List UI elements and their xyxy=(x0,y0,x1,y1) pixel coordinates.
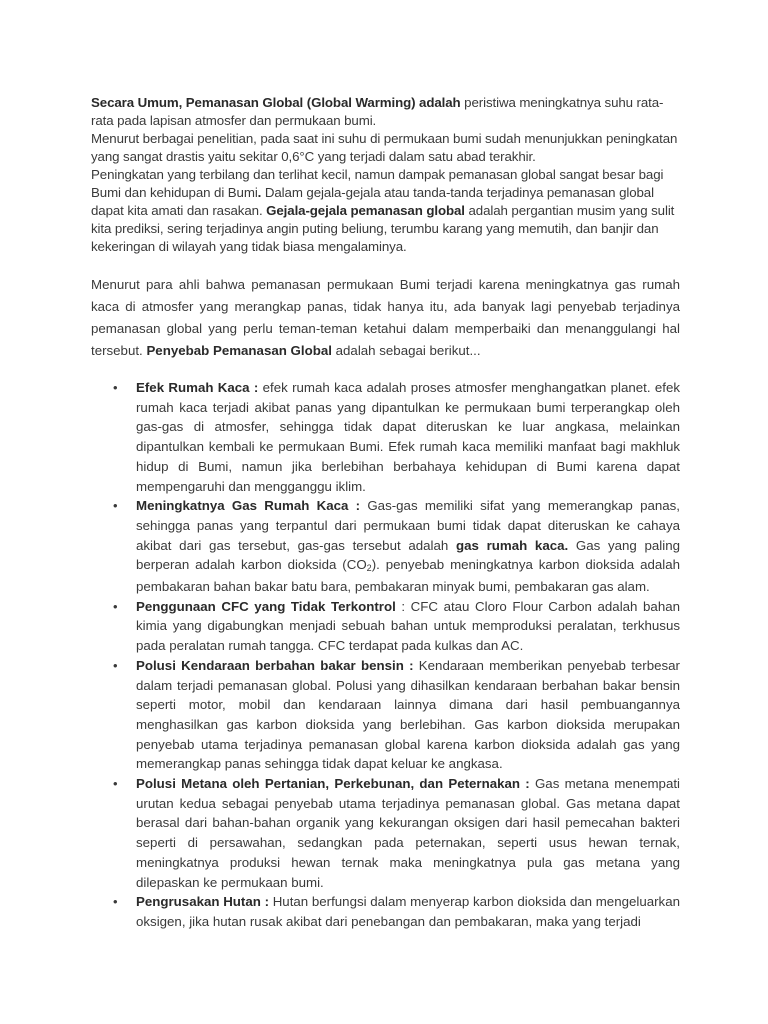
cause-text: Gas metana menempati urutan kedua sebagai penyebab utama terjadinya pemanasan global. Gas metana dapat berasal dari bahan-bahan organik yang kekurangan oksigen dari hasil pemecahan bakteri seperti di persawahan, sedangkan pada peternakan, seperti usus hewan ternak, meningkatnya produksi hewan ternak maka meningkatnya pula gas metana yang dilepaskan ke permukaan bumi. xyxy=(136,776,680,890)
list-item xyxy=(91,378,680,496)
cause-text: Hutan berfungsi dalam menyerap karbon dioksida dan mengeluarkan oksigen, jika hutan rusak akibat dari penebangan dan pembakaran, maka yang terjadi xyxy=(136,894,680,929)
cause-title: Penggunaan CFC yang Tidak Terkontrol xyxy=(136,598,396,614)
causes-list xyxy=(91,378,680,932)
intro-research: Menurut berbagai penelitian, pada saat ini suhu di permukaan bumi sudah menunjukkan peningkatan yang sangat drastis yaitu sekitar 0,6°C yang terjadi dalam satu abad terakhir. xyxy=(91,131,678,164)
list-item xyxy=(91,597,680,656)
cause-text: efek rumah kaca adalah proses atmosfer menghangatkan planet. efek rumah kaca terjadi akibat panas yang dipantulkan ke permukaan bumi terperangkap oleh gas-gas di atmosfer, sehingga tidak dapat diteruskan ke luar angkasa, melainkan dipantulkan kembali ke permukaan Bumi. Efek rumah kaca memiliki manfaat bagi makhluk hidup di Bumi, namun jika berlebihan berbahaya kehidupan di Bumi karena dapat mempengaruhi dan mengganggu iklim. xyxy=(136,380,681,494)
cause-title: Polusi Metana oleh Pertanian, Perkebunan, dan Peternakan : xyxy=(136,776,530,792)
cause-text: Kendaraan memberikan penyebab terbesar dalam terjadi pemanasan global. Polusi yang dihasilkan kendaraan berbahan bakar bensin seperti motor, mobil dan kendaraan lainnya dimana dari hasil pembuangannya menghasilkan gas karbon dioksida yang berlebihan. Gas karbon dioksida merupakan penyebab utama terjadinya pemanasan global karena karbon dioksida adalah gas yang memerangkap panas sehingga tidak dapat keluar ke angkasa. xyxy=(136,657,680,772)
list-item: • Meningkatnya Gas Rumah Kaca : Gas-gas memiliki sifat yang memerangkap panas, sehingga panas yang terpantul dari permukaan bumi tidak dapat diteruskan ke cahaya akibat dari gas tersebut, gas-gas tersebut adalah gas rumah kaca. Gas yang paling berperan adalah karbon dioksida $(CO_2)$. penyebab meningkatnya karbon dioksida adalah pembakaran bahan bakar batu bara, pembakaran minyak bumi, pembakaran gas alam. xyxy=(113,498,681,595)
intro-paragraph xyxy=(91,94,680,130)
causes-term: Penyebab Pemanasan Global xyxy=(146,343,332,358)
bullet-icon: • xyxy=(113,657,118,673)
greenhouse-gas-term: gas rumah kaca. xyxy=(455,537,569,553)
bullet-icon: • xyxy=(113,776,118,792)
list-item xyxy=(91,774,680,892)
intro-definition: peristiwa meningkatnya suhu rata-rata pada lapisan atmosfer dan permukaan bumi. xyxy=(91,95,664,128)
bullet-icon: • xyxy=(113,498,118,514)
bullet-icon: • xyxy=(113,380,118,395)
bullet-icon: • xyxy=(113,598,118,614)
intro-heading: Secara Umum, Pemanasan Global (Global Warming) adalah xyxy=(91,95,461,110)
symptoms-term: Gejala-gejala pemanasan global xyxy=(266,203,465,218)
bullet-icon: • xyxy=(113,894,118,910)
list-item xyxy=(91,892,680,931)
causes-intro-paragraph: Menurut para ahli bahwa pemanasan permukaan Bumi terjadi karena meningkatnya gas rumah kaca di atmosfer yang merangkap panas, tidak hanya itu, ada banyak lagi penyebab terjadinya pemanasan global yang perlu teman-teman ketahui dalam memperbaiki dan menanggulangi hal tersebut. Penyebab Pemanasan Global adalah sebagai berikut... xyxy=(91,277,680,358)
cause-title: Meningkatnya Gas Rumah Kaca : xyxy=(136,498,361,514)
list-item xyxy=(91,656,680,774)
cause-title: Efek Rumah Kaca : xyxy=(136,380,259,395)
intro-symptoms: Peningkatan yang terbilang dan terlihat kecil, namun dampak pemanasan global sangat besar bagi Bumi dan kehidupan di Bumi. Dalam gejala-gejala atau tanda-tanda terjadinya pemanasan global dapat kita amati dan rasakan. Gejala-gejala pemanasan global adalah pergantian musim yang sulit kita prediksi, sering terjadinya angin puting beliung, terumbu karang yang memutih, dan banjir dan kekeringan di wilayah yang tidak biasa mengalaminya. xyxy=(91,167,675,254)
cause-title: Pengrusakan Hutan : xyxy=(136,894,269,910)
cause-title: Polusi Kendaraan berbahan bakar bensin : xyxy=(136,657,414,673)
cause-text: : CFC atau Cloro Flour Carbon adalah bahan kimia yang digabungkan menjadi sebuah bahan untuk memproduksi peralatan, terkhusus pada peralatan rumah tangga. CFC terdapat pada kulkas dan AC. xyxy=(136,598,680,654)
